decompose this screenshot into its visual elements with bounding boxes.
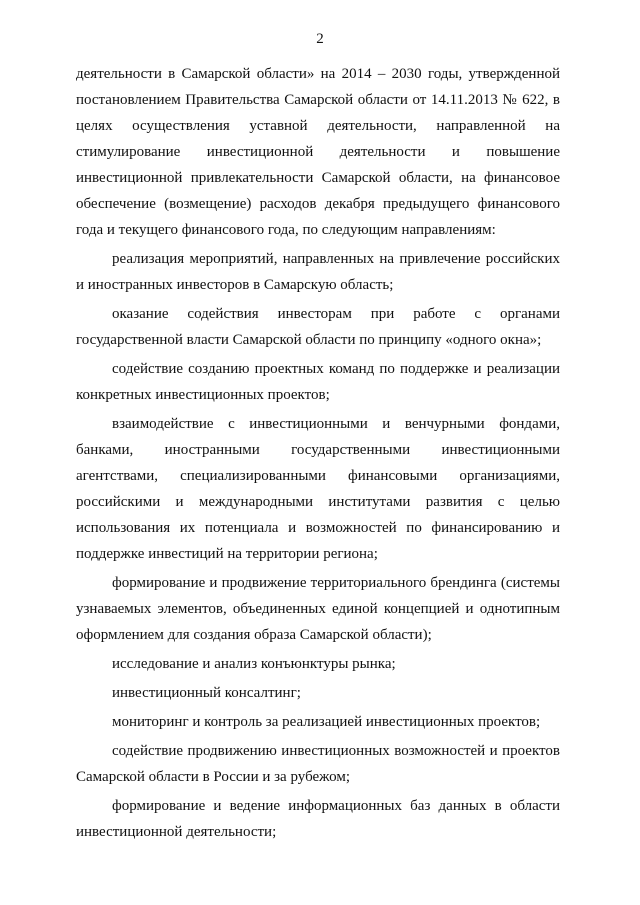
paragraph-item: инвестиционный консалтинг; bbox=[112, 685, 301, 701]
paragraph-item: реализация мероприятий, направленных на привлечение российских и иностранных инвесторов в Самарскую область; bbox=[76, 251, 560, 293]
paragraph-item: содействие созданию проектных команд по поддержке и реализации конкретных инвестиционных проектов; bbox=[76, 361, 560, 403]
document-body bbox=[76, 61, 560, 845]
paragraph-item: взаимодействие с инвестиционными и венчурными фондами, банками, иностранными государственными инвестиционными агентствами, специализированными финансовыми организациями, российскими и международными институтами развития с целью использования их потенциала и возможностей по финансированию и поддержке инвестиций на территории региона; bbox=[76, 416, 560, 562]
paragraph-item: исследование и анализ конъюнктуры рынка; bbox=[112, 656, 396, 672]
paragraph-continuation: деятельности в Самарской области» на 2014 – 2030 годы, утвержденной постановлением Правительства Самарской области от 14.11.2013 № 622, в целях осуществления уставной деятельности, направленной на стимулирование инвестиционной деятельности и повышение инвестиционной привлекательности Самарской области, на финансовое обеспечение (возмещение) расходов декабря предыдущего финансового года и текущего финансового года, по следующим направлениям: bbox=[76, 66, 560, 238]
page-number: 2 bbox=[316, 31, 324, 47]
paragraph-item: содействие продвижению инвестиционных возможностей и проектов Самарской области в России и за рубежом; bbox=[76, 743, 560, 785]
paragraph-item: мониторинг и контроль за реализацией инвестиционных проектов; bbox=[112, 714, 541, 730]
paragraph-item: формирование и продвижение территориального брендинга (системы узнаваемых элементов, объединенных единой концепцией и однотипным оформлением для создания образа Самарской области); bbox=[76, 575, 560, 643]
paragraph-item: формирование и ведение информационных баз данных в области инвестиционной деятельности; bbox=[76, 798, 560, 840]
paragraph-item: оказание содействия инвесторам при работе с органами государственной власти Самарской области по принципу «одного окна»; bbox=[76, 306, 560, 348]
